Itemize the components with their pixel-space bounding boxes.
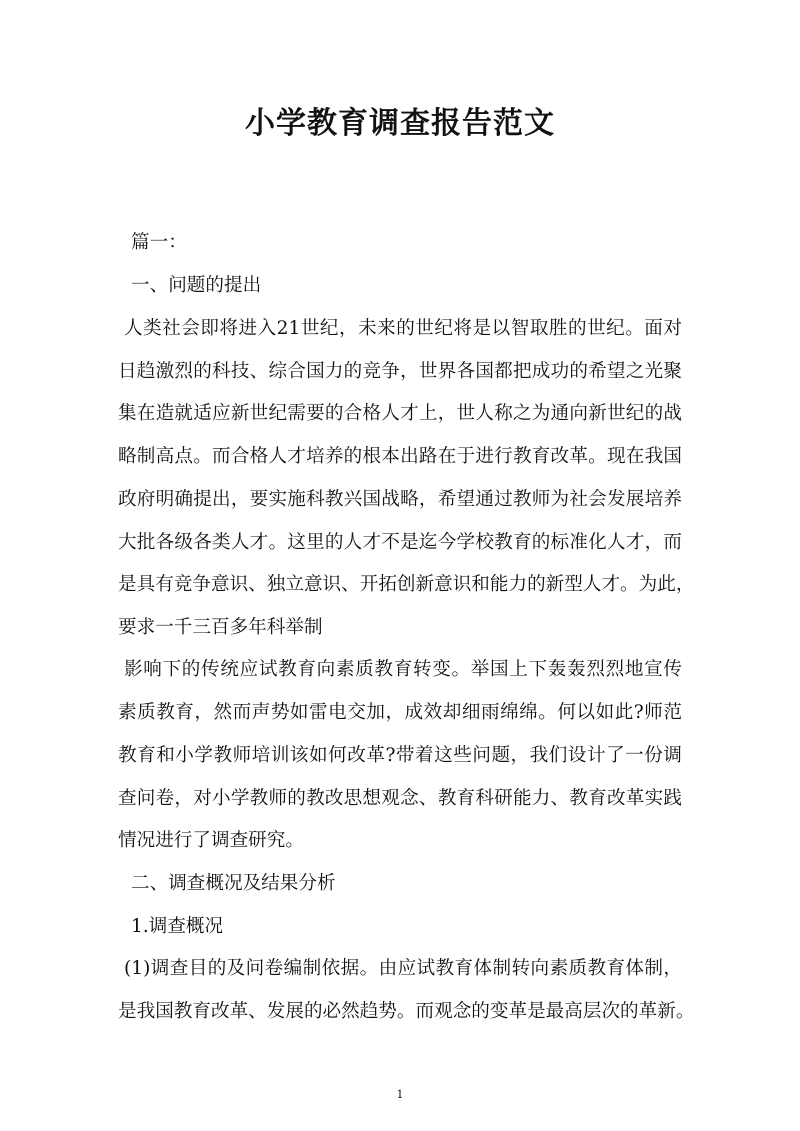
paragraph-line: 要求一千三百多年科举制 xyxy=(118,617,323,638)
paragraph-line: 人类社会即将进入21世纪，未来的世纪将是以智取胜的世纪。面对 xyxy=(124,318,682,339)
paragraph-line: 日趋激烈的科技、综合国力的竞争，世界各国都把成功的希望之光聚 xyxy=(118,361,682,382)
heading: 一、问题的提出 xyxy=(131,275,262,296)
paragraph-line: 是具有竞争意识、独立意识、开拓创新意识和能力的新型人才。为此， xyxy=(118,574,695,595)
paragraph-line: 政府明确提出，要实施科教兴国战略，希望通过教师为社会发展培养 xyxy=(118,489,682,510)
section-label: 篇一： xyxy=(131,232,187,253)
page-number: 1 xyxy=(396,1088,404,1101)
heading: 二、调查概况及结果分析 xyxy=(131,873,336,894)
paragraph-line: 是我国教育改革、发展的必然趋势。而观念的变革是最高层次的革新。 xyxy=(118,1001,695,1022)
document-title: 小学教育调查报告范文 xyxy=(245,106,555,141)
paragraph-line: 查问卷，对小学教师的教改思想观念、教育科研能力、教育改革实践 xyxy=(118,788,682,809)
paragraph-line: (1)调查目的及问卷编制依据。由应试教育体制转向素质教育体制， xyxy=(124,958,682,979)
paragraph-line: 略制高点。而合格人才培养的根本出路在于进行教育改革。现在我国 xyxy=(118,446,682,467)
paragraph-line: 教育和小学教师培训该如何改革?带着这些问题，我们设计了一份调 xyxy=(118,745,682,766)
paragraph-line: 情况进行了调查研究。 xyxy=(118,830,304,851)
paragraph-line: 素质教育，然而声势如雷电交加，成效却细雨绵绵。何以如此?师范 xyxy=(118,702,682,723)
paragraph-line: 集在造就适应新世纪需要的合格人才上，世人称之为通向新世纪的战 xyxy=(118,403,682,424)
subheading: 1.调查概况 xyxy=(131,916,224,937)
paragraph-line: 大批各级各类人才。这里的人才不是迄今学校教育的标准化人才，而 xyxy=(118,532,682,553)
paragraph-line: 影响下的传统应试教育向素质教育转变。举国上下轰轰烈烈地宣传 xyxy=(124,659,682,680)
